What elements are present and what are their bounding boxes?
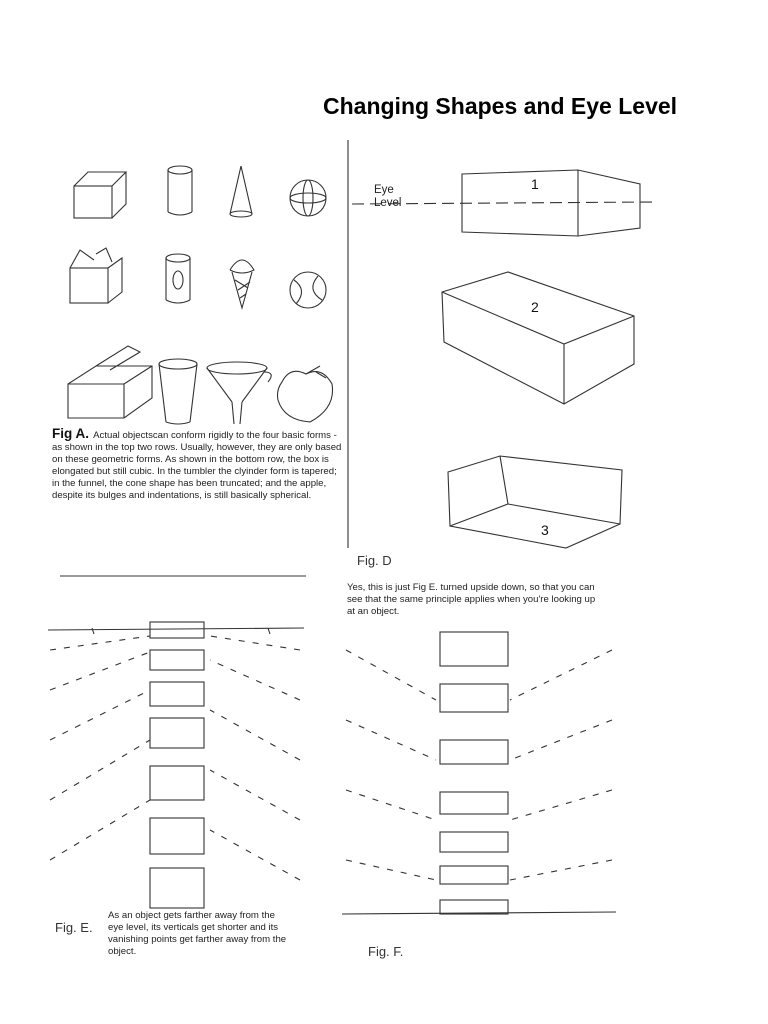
fig-a-cube: [74, 172, 126, 218]
fig-a-apple: [278, 366, 333, 422]
fig-f-boxes: [440, 632, 508, 914]
fig-a-cone: [230, 166, 252, 217]
fig-a-tumbler: [159, 359, 197, 424]
fig-e-boxes: [150, 622, 204, 908]
fig-d-eye-level-label: [374, 184, 402, 210]
fig-d-label: Fig. D: [357, 553, 392, 568]
eye-label-line1: Eye: [374, 184, 394, 196]
fig-f-caption: Yes, this is just Fig E. turned upside down, so that you can see that the same principle applies when you're looking up at an object.: [347, 582, 596, 617]
fig-a-long-box: [68, 346, 152, 418]
eye-label-line2: Level: [374, 197, 402, 209]
fig-a-caption: [52, 428, 342, 502]
fig-d-box-2: [442, 272, 634, 404]
fig-d-box-number-2: 2: [531, 299, 539, 315]
fig-a-ice-cream-cone: [230, 260, 254, 308]
fig-d-box-number-3: 3: [541, 522, 549, 538]
fig-a-cylinder: [168, 166, 192, 215]
fig-d-box-3: [448, 456, 622, 548]
page-title: Changing Shapes and Eye Level: [323, 93, 678, 119]
fig-d-box-number-1: 1: [531, 176, 539, 192]
fig-e-label: Fig. E.: [55, 920, 93, 935]
fig-a-funnel: [207, 362, 271, 424]
fig-a-open-box: [70, 248, 122, 303]
fig-e-perspective-hatching: [50, 636, 300, 880]
fig-a-sphere: [290, 180, 326, 216]
fig-a-caption-text: Actual objectscan conform rigidly to the four basic forms - as shown in the top two rows. Usually, however, they are only based on these geometric forms. As shown in the bottom row, the box is elongated but still cubic. In the tumbler the clyinder form is tapered; in the funnel, the cone shape has been truncated; and the apple, despite its bulges and indentations, is still basically spherical.: [52, 430, 342, 501]
fig-a-label: Fig A.: [52, 426, 89, 441]
fig-f-label: Fig. F.: [368, 944, 404, 959]
fig-e-caption: As an object gets farther away from the eye level, its verticals get shorter and its vanishing points get farther away from the object.: [108, 910, 287, 957]
fig-e-horizon-line: [48, 628, 304, 634]
fig-a-can: [166, 254, 190, 303]
fig-a-ball: [290, 272, 326, 308]
